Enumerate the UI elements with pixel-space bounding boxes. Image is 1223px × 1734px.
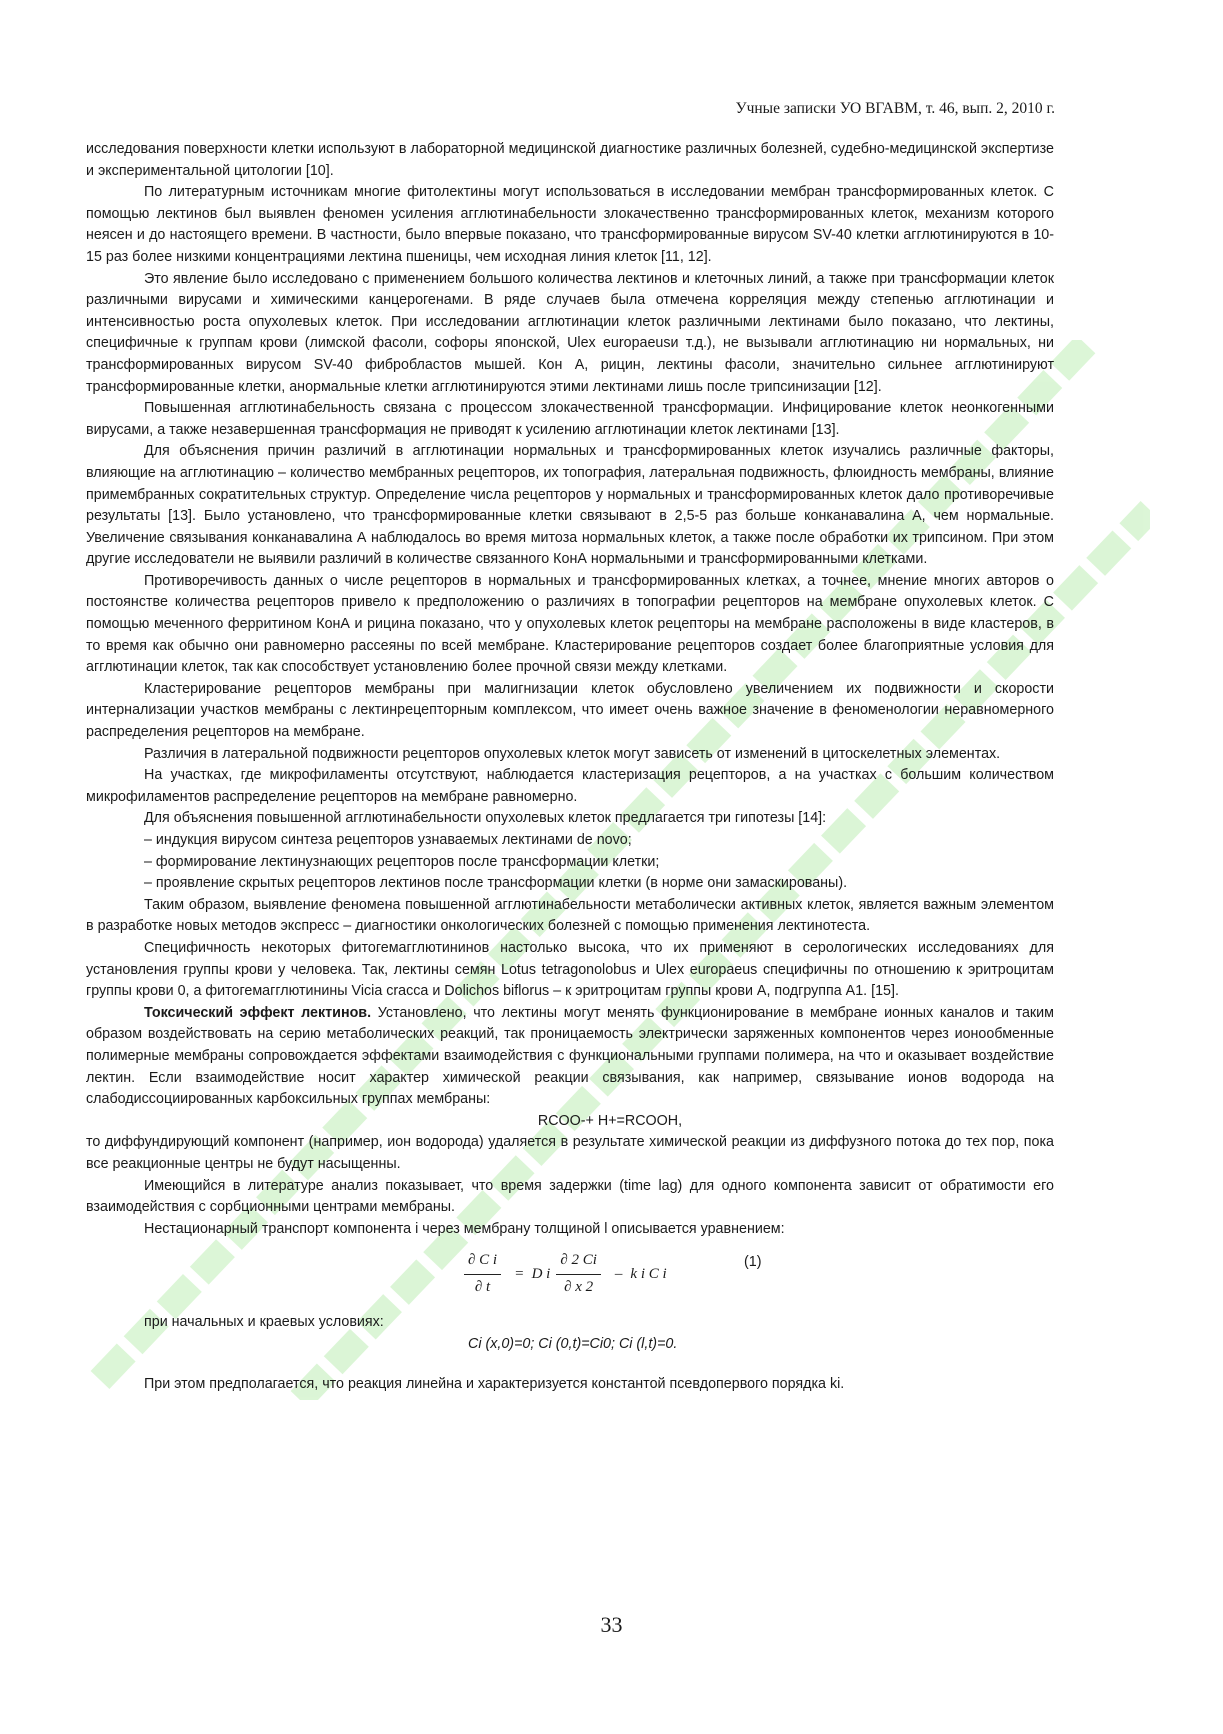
list-item: – индукция вирусом синтеза рецепторов узнаваемых лектинами de novo; — [144, 832, 632, 848]
equation: $\frac{\text{∂ C i}}{\partial t}$ = D i $\frac{\partial 2 Ci}{\partial x 2}$ – k i C i (1) — [86, 1246, 1054, 1308]
paragraph: Специфичность некоторых фитогемагглютининов настолько высока, что их применяют в серологических исследованиях для установления группы крови у человека. Так, лектины семян Lotus tetragonolobus и Ulex europaeus специфичны по отношению к эритроцитам группы крови 0, а фитогемагглютинины Vicia cracca и Dolichos biflorus – к эритроцитам группы крови А, подгруппа А1. [15]. — [86, 939, 1054, 1000]
paragraph: Таким образом, выявление феномена повышенной агглютинабельности метаболически активных клеток, является важным элементом в разработке новых методов экспресс – диагностики онкологических болезней с помощью применения лектинотеста. — [86, 896, 1054, 935]
paragraph: На участках, где микрофиламенты отсутствуют, наблюдается кластеризация рецепторов, а на участках с большим количеством микрофиламентов распределение рецепторов на мембране равномерно. — [86, 767, 1054, 805]
article-body — [86, 139, 1054, 1396]
paragraph: то диффундирующий компонент (например, ион водорода) удаляется в результате химической реакции из диффузного потока до тех пор, пока все реакционные центры не будут насыщенны. — [86, 1134, 1054, 1172]
paragraph: Повышенная агглютинабельность связана с процессом злокачественной трансформации. Инфицирование клеток неонкогенными вирусами, а также незавершенная трансформация не приводят к усилению агглютинации клеток лектинами [13]. — [86, 400, 1054, 438]
paragraph: Для объяснения причин различий в агглютинации нормальных и трансформированных клеток изучались различные факторы, влияющие на агглютинацию – количество мембранных рецепторов, их топография, латеральная подвижность, флюидность мембраны, влияние примембранных сократительных структур. Определение числа рецепторов у нормальных и трансформированных клеток дало противоречивые результаты [13]. Было установлено, что трансформированные клетки связывают в 2,5-5 раз больше конканавалина А, чем нормальные. Увеличение связывания конканавалина А наблюдалось во время митоза нормальных клеток, а также после обработки их трипсином. При этом другие исследователи не выявили различий в количестве связанного КонА нормальными и трансформированными клетками. — [86, 443, 1054, 568]
paragraph: Для объяснения повышенной агглютинабельности опухолевых клеток предлагается три гипотезы [14]: — [144, 810, 827, 827]
paragraph: Нестационарный транспорт компонента i через мембрану толщиной l описывается уравнением: — [144, 1220, 785, 1237]
section-heading: Токсический эффект лектинов. — [144, 1004, 372, 1021]
paragraph: При этом предполагается, что реакция линейна и характеризуется константой псевдопервого порядка ki. — [144, 1376, 845, 1393]
paragraph: Имеющийся в литературе анализ показывает, что время задержки (time lag) для одного компонента зависит от обратимости его взаимодействия с сорбционными центрами мембраны. — [86, 1177, 1054, 1216]
paragraph — [86, 1003, 1054, 1111]
section-text: Установлено, что лектины могут менять функционирование в мембране ионных каналов и таким образом воздействовать на серию метаболических реакций, так проницаемость электрически заряженных компонентов через ионообменные полимерные мембраны сопровождается эффектами взаимодействия с функциональными группами полимера, на что и оказывает воздействие лектин. Если взаимодействие носит характер химической реакции связывания, как например, связывание ионов водорода на слабодиссоциированных карбоксильных группах мембраны: — [86, 1004, 1054, 1108]
lhs-fraction: $\frac{\text{∂ C i}}{\partial t}$ — [464, 1250, 501, 1298]
rhs-fraction: $\frac{\partial 2 Ci}{\partial x 2}$ — [556, 1250, 601, 1298]
paragraph: исследования поверхности клетки используют в лабораторной медицинской диагностике различных болезней, судебно-медицинской экспертизе и экспериментальной цитологии [10]. — [86, 141, 1054, 179]
paragraph: Противоречивость данных о числе рецепторов в нормальных и трансформированных клетках, а точнее, мнение многих авторов о постоянстве количества рецепторов привело к предположению о различиях в топографии рецепторов на мембране опухолевых клеток. С помощью меченного ферритином КонА и рицина показано, что у опухолевых клеток рецепторы на мембране расположены в виде кластеров, в то время как обычно они равномерно рассеяны по всей мембране. Кластерирование рецепторов создает более благоприятные условия для агглютинации клеток, так как способствует установлению более прочной связи между клетками. — [86, 572, 1054, 676]
paragraph: Это явление было исследовано с применением большого количества лектинов и клеточных линий, а также при трансформации клеток различными вирусами и химическими канцерогенами. В ряде случаев была отмечена корреляция между степенью агглютинации и интенсивностью роста опухолевых клеток. При исследовании агглютинации клеток различными лектинами было показано, что лектины, специфичные к группам крови (лимской фасоли, софоры японской, Ulex europaeusи т.д.), не вызывали агглютинацию ни нормальных, ни трансформированных вирусом SV-40 фибробластов мышей. Кон А, рицин, лектины фасоли, значительно сильнее агглютинируют трансформированные клетки, анормальные клетки агглютинируются этими лектинами лишь после трипсинизации [12]. — [86, 270, 1054, 395]
paragraph: По литературным источникам многие фитолектины могут использоваться в исследовании мембран трансформированных клеток. С помощью лектинов был выявлен феномен усиления агглютинабельности злокачественно трансформированных клеток, механизм которого неясен и до настоящего времени. В частности, было впервые показано, что трансформированные вирусом SV-40 клетки агглютинируются в 10-15 раз более низкими концентрациями лектина пшеницы, чем исходная линия клеток [11, 12]. — [86, 184, 1054, 265]
journal-header: Учные записки УО ВГАВМ, т. 46, вып. 2, 2010 г. — [735, 100, 1055, 117]
paragraph: Различия в латеральной подвижности рецепторов опухолевых клеток могут зависеть от изменений в цитоскелетных элементах. — [144, 745, 1001, 762]
list-item: – проявление скрытых рецепторов лектинов после трансформации клетки (в норме они замаскированы). — [144, 875, 848, 892]
equation-number: (1) — [744, 1254, 762, 1271]
list-item: – формирование лектинузнающих рецепторов после трансформации клетки; — [144, 853, 660, 870]
page-number: 33 — [600, 1612, 623, 1637]
paragraph: Кластерирование рецепторов мембраны при малигнизации клеток обусловлено увеличением их подвижности и скорости интернализации участков мембраны с лектинрецепторным комплексом, что имеет очень важное значение в феноменологии неравномерного распределения рецепторов на мембране. — [86, 680, 1054, 741]
reaction-formula: RCOO-+ H+=RCOOH, — [537, 1112, 683, 1129]
boundary-conditions: при начальных и краевых условиях: Ci (x,0)=0; Ci (0,t)=Ci0; Ci (l,t)=0. — [144, 1314, 678, 1353]
